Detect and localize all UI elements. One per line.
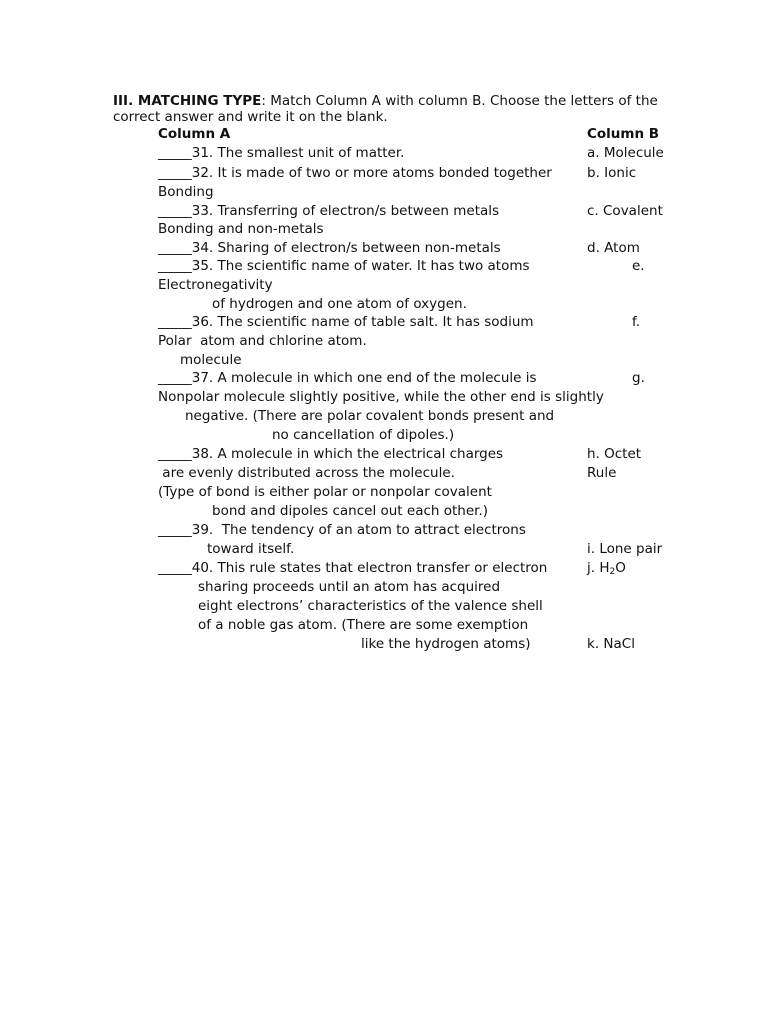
instruction-line-1 xyxy=(113,93,658,109)
text-line: Nonpolar molecule slightly positive, while the other end is slightly xyxy=(158,389,604,405)
text-line: molecule xyxy=(180,352,242,368)
text-line: no cancellation of dipoles.) xyxy=(272,427,455,443)
choice-j-prefix: j. H xyxy=(587,560,610,576)
item-36: _____36. The scientific name of table salt. It has sodium xyxy=(158,314,534,330)
instruction-text: : Match Column A with column B. Choose the letters of the xyxy=(261,93,658,109)
text-line: negative. (There are polar covalent bonds present and xyxy=(185,408,555,424)
choice-j xyxy=(587,560,626,576)
text-line: are evenly distributed across the molecule. xyxy=(158,465,455,481)
text-line: Bonding and non-metals xyxy=(158,221,324,237)
text-line: toward itself. xyxy=(207,541,295,557)
section-label: III. MATCHING TYPE xyxy=(113,93,262,109)
item-31: _____31. The smallest unit of matter. xyxy=(158,145,405,161)
choice-d: d. Atom xyxy=(587,240,640,256)
text-line: (Type of bond is either polar or nonpolar covalent xyxy=(158,484,492,500)
choice-g: g. xyxy=(632,370,645,386)
text-line: sharing proceeds until an atom has acquired xyxy=(198,579,501,595)
item-34: _____34. Sharing of electron/s between non-metals xyxy=(158,240,501,256)
text-line: like the hydrogen atoms) xyxy=(361,636,531,652)
choice-a: a. Molecule xyxy=(587,145,664,161)
choice-j-suffix: O xyxy=(615,560,626,576)
item-38: _____38. A molecule in which the electrical charges xyxy=(158,446,504,462)
choice-j-subscript: 2 xyxy=(609,567,616,577)
text-line: of hydrogen and one atom of oxygen. xyxy=(212,296,467,312)
text-line: bond and dipoles cancel out each other.) xyxy=(212,503,489,519)
choice-c: c. Covalent xyxy=(587,203,663,219)
column-b-header: Column B xyxy=(587,126,660,142)
item-32: _____32. It is made of two or more atoms bonded together xyxy=(158,165,552,181)
item-35: _____35. The scientific name of water. It has two atoms xyxy=(158,258,530,274)
item-40: _____40. This rule states that electron transfer or electron xyxy=(158,560,548,576)
column-a-header: Column A xyxy=(158,126,231,142)
item-39: _____39. The tendency of an atom to attract electrons xyxy=(158,522,526,538)
text-line: eight electrons’ characteristics of the valence shell xyxy=(198,598,543,614)
choice-k: k. NaCl xyxy=(587,636,635,652)
choice-e: e. xyxy=(632,258,645,274)
text-line: Electronegativity xyxy=(158,277,273,293)
text-line: Polar atom and chlorine atom. xyxy=(158,333,367,349)
choice-f: f. xyxy=(632,314,641,330)
item-33: _____33. Transferring of electron/s between metals xyxy=(158,203,500,219)
text-line: Bonding xyxy=(158,184,214,200)
choice-h: h. Octet xyxy=(587,446,642,462)
choice-b: b. Ionic xyxy=(587,165,637,181)
choice-h-continued: Rule xyxy=(587,465,617,481)
text-line: of a noble gas atom. (There are some exemption xyxy=(198,617,529,633)
instruction-line-2: correct answer and write it on the blank. xyxy=(113,109,388,125)
item-37: _____37. A molecule in which one end of the molecule is xyxy=(158,370,537,386)
choice-i: i. Lone pair xyxy=(587,541,663,557)
